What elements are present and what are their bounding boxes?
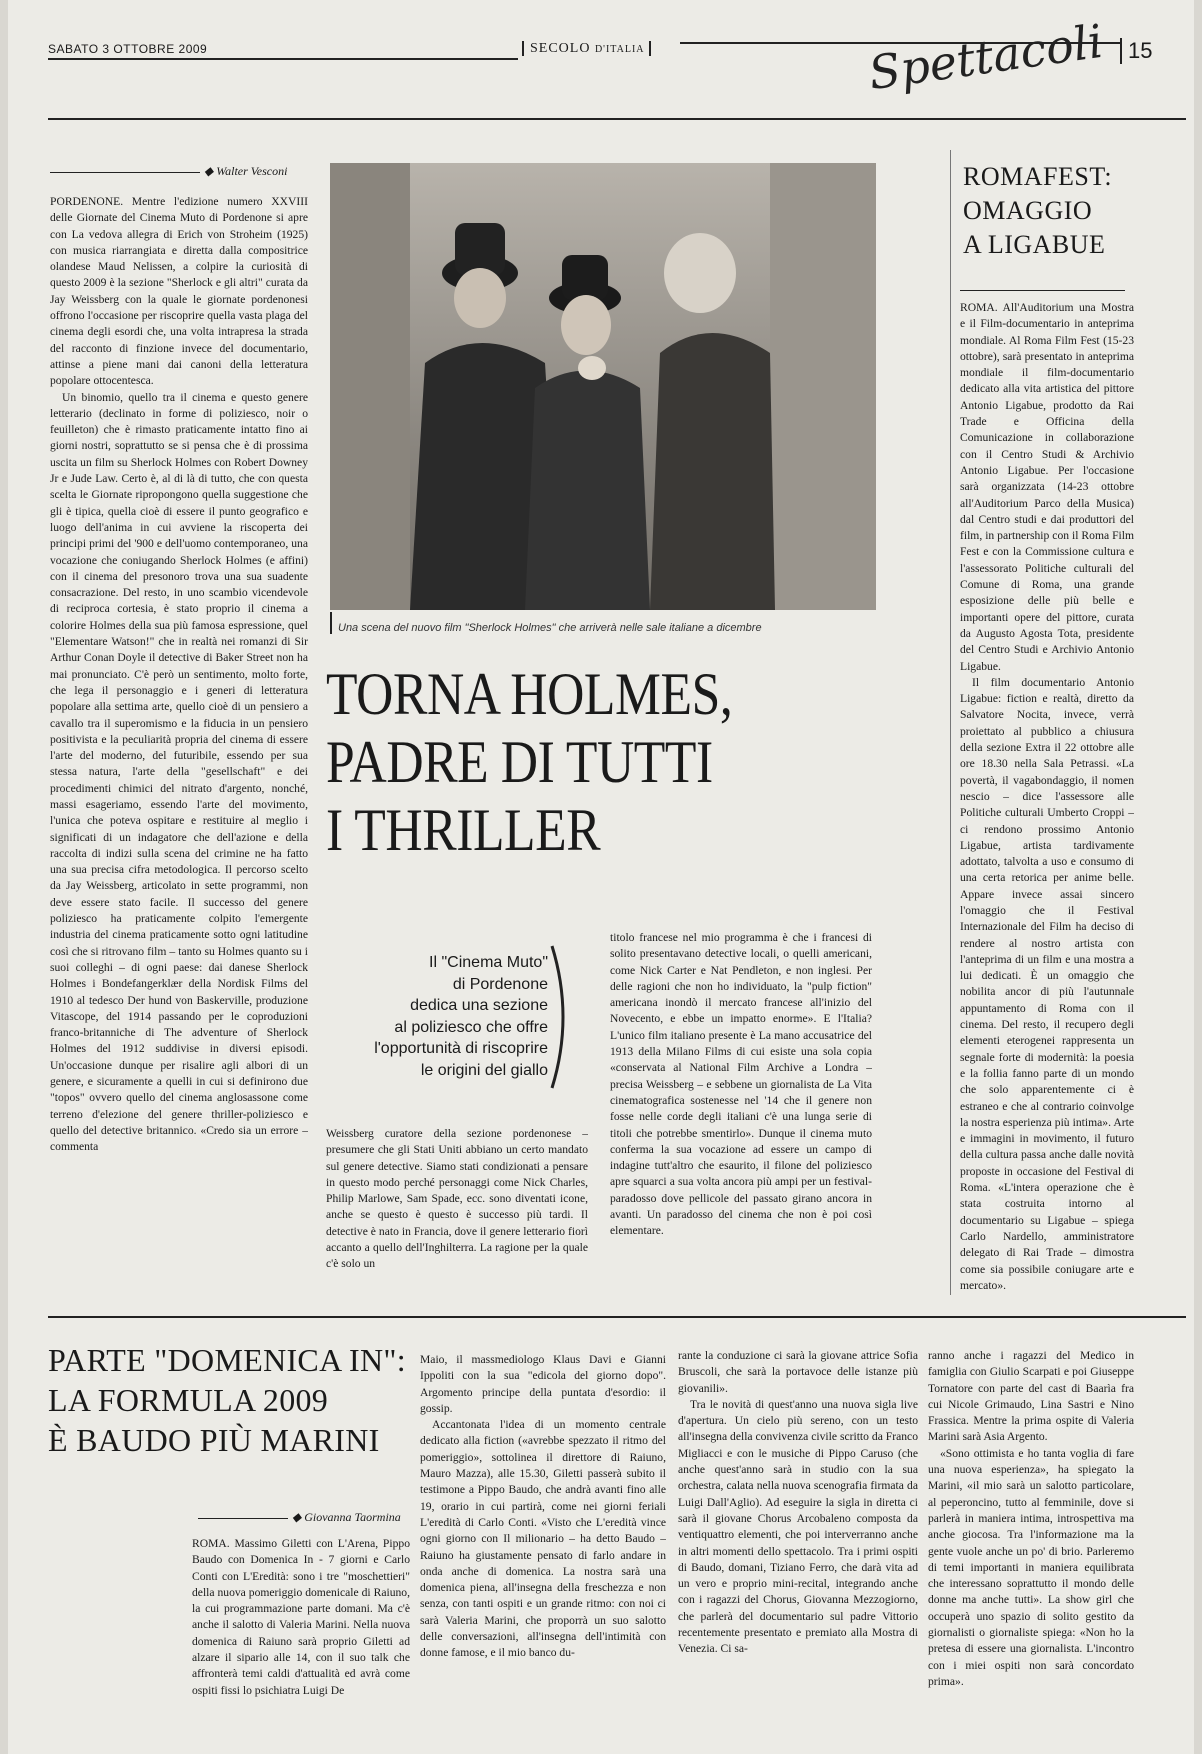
main-headline xyxy=(326,660,859,864)
photo-caption: Una scena del nuovo film "Sherlock Holmes" che arriverà nelle sale italiane a dicembre xyxy=(338,622,762,634)
sidebar-title-line: A LIGABUE xyxy=(963,230,1106,259)
bottom-byline-name: Giovanna Taormina xyxy=(304,1510,401,1524)
masthead-paper-suffix: D'ITALIA xyxy=(594,44,645,55)
masthead-paper xyxy=(522,41,651,57)
paragraph: Accantonata l'idea di un momento centrale dedicato alla fiction («avrebbe spezzato il ritmo del pomeriggio», sottolinea il direttore di Raiuno, Mauro Mazza), alle 15.30, Giletti passerà subito il testimone a Pippo Baudo, che andrà avanti fino alle 19, orario in cui partirà, come nei giorni feriali L'eredità di Carlo Conti. «Visto che L'eredità vince ogni giorno con Il milionario – ha detto Baudo – Raiuno ha giustamente pensato di farlo andare in onda anche di domenica. La nostra sarà una domenica piena, all'insegna della freschezza e non senza, con tanti ospiti e un grande ritmo: con noi ci sarà Valeria Marini, che proporrà un suo salotto delle conversazioni, all'insegna dell'intimità con donne famose, e il mio banco du- xyxy=(420,1418,666,1660)
bottom-headline-line: È BAUDO PIÙ MARINI xyxy=(48,1422,380,1458)
masthead-rule-left xyxy=(48,58,518,60)
article-deck xyxy=(338,952,548,1081)
paragraph: ranno anche i ragazzi del Medico in famiglia con Giulio Scarpati e poi Giuseppe Tornatore con parte del cast di Baarìa fra cui Nicole Grimaudo, Lina Sastri e Nino Frassica. Mentre la prima ospite di Valeria Marini sarà Asia Argento. xyxy=(928,1349,1134,1444)
sidebar-body xyxy=(960,300,1134,1295)
newspaper-page xyxy=(8,0,1194,1754)
headline-line: TORNA HOLMES, xyxy=(326,661,733,727)
masthead-bottom-rule xyxy=(48,118,1186,120)
sidebar-title-line: OMAGGIO xyxy=(963,196,1093,225)
masthead-date: SABATO 3 OTTOBRE 2009 xyxy=(48,42,208,56)
bottom-headline-line: LA FORMULA 2009 xyxy=(48,1382,329,1418)
headline-line: I THRILLER xyxy=(326,797,601,863)
sidebar-title-line: ROMAFEST: xyxy=(963,162,1113,191)
bottom-article-column-4 xyxy=(928,1348,1134,1748)
main-article-column-2 xyxy=(326,1126,588,1276)
masthead-paper-name: SECOLO xyxy=(522,41,590,56)
bottom-headline-line: PARTE "DOMENICA IN": xyxy=(48,1342,406,1378)
deck-brace-icon xyxy=(548,942,578,1092)
paragraph: Maio, il massmediologo Klaus Davi e Gianni Ippoliti con la sua "edicola del giorno dopo". Argomento principe della puntata d'esordio: il gossip. xyxy=(420,1353,666,1415)
paragraph: ROMA. Massimo Giletti con L'Arena, Pippo Baudo con Domenica In - 7 giorni e Carlo Conti con L'Eredità: sono i tre "moschettieri" della nuova pomeriggio domenicale di Raiuno, la cui programmazione parte domani. Ma c'è anche il salotto di Valeria Marini. Nella nuova domenica di Raiuno sarà proprio Giletti ad alzare il sipario alle 14, con il suo talk che affronterà temi caldi d'attualità ed avrà come ospiti fissi lo psichiatra Luigi De xyxy=(192,1537,410,1697)
page-number: 15 xyxy=(1120,38,1152,64)
paragraph: Weissberg curatore della sezione pordenonese – presumere che gli Stati Uniti abbiano un certo mandato sul genere detective. Siamo stati condizionati a pensare in questo modo perché personaggi come Nick Charles, Philip Marlowe, Sam Spade, ecc. sono diventati icone, anche se questo è questo è successo più tardi. Il detective è nato in Francia, dove il genere letterario fiorì accanto a quello dell'Inghilterra. La ragione per la quale c'è solo un xyxy=(326,1127,588,1271)
deck-line: al poliziesco che offre xyxy=(394,1018,548,1036)
byline-name: Walter Vesconi xyxy=(216,164,288,178)
bottom-byline-rule xyxy=(198,1518,288,1519)
film-photo xyxy=(330,163,876,610)
deck-line: le origini del giallo xyxy=(420,1061,548,1079)
bottom-article-column-1 xyxy=(192,1536,410,1748)
byline-rule xyxy=(50,172,200,173)
photo-image xyxy=(330,163,876,610)
main-article-column-1 xyxy=(50,194,308,1274)
bottom-headline xyxy=(48,1340,406,1460)
byline: ◆ Walter Vesconi xyxy=(204,164,288,178)
deck-line: di Pordenone xyxy=(452,975,548,993)
paragraph: PORDENONE. Mentre l'edizione numero XXVIII delle Giornate del Cinema Muto di Pordenone si apre con La vedova allegra di Erich von Stroheim (1925) con musica riarrangiata e diretta dalla compositrice olandese Maud Nelissen, a colpire la curiosità di questo 2009 è la sezione "Sherlock e gli altri" curata da Jay Weissberg con la quale le giornate pordenonesi offrono l'occasione per riscoprire quella vasta plaga del cinema degli esordi che, una volta intrapresa la strada del racconto di finzione invece del documentario, attinse a piene mani dai canoni della letteratura popolare ottocentesca. xyxy=(50,195,308,388)
main-article-column-3 xyxy=(610,930,872,1276)
paragraph: Tra le novità di quest'anno una nuova sigla live d'apertura. Un cielo più sereno, con un testo all'insegna della convivenza civile scritto da Franco Migliacci e con le musiche di Pippo Caruso (che anche quest'anno sarà in studio con la sua orchestra, calata nella nuova scenografia firmata da Luigi Dall'Aglio). Ad eseguire la sigla in diretta ci sarà il giovane Chorus Arcobaleno composta da ventiquattro elementi, che poi interverranno anche in altri momenti dello spettacolo. Tra i primi ospiti di Baudo, domani, Tiziano Ferro, che darà vita ad un vero e proprio mini-recital, integrando anche con i ragazzi del Chorus, Giovanna Mezzogiorno, che parlerà del documentario sul padre Vittorio recentemente presentato e premiato alla Mostra di Venezia. Ci sa- xyxy=(678,1397,918,1656)
sidebar-title-rule xyxy=(960,290,1125,291)
deck-line: Il "Cinema Muto" xyxy=(429,954,548,971)
sidebar-divider xyxy=(950,150,951,1295)
paragraph: «Sono ottimista e ho tanta voglia di fare una nuova esperienza», ha spiegato la Marini, «il mio sarà un salotto particolare, al peperoncino, tutto al femminile, dove si parlerà in maniera intima, introspettiva ma anche giocosa. Tra l'informazione ma la gente vuole anche un po' di brio. Parleremo di temi importanti in maniera equilibrata che interessano soprattutto il mondo delle donne ma anche tutti». La show girl che occuperà uno spazio di solito gestito da giornalisti o giornaliste spiega: «Non ho la pretesa di essere una giornalista. L'incontro con i miei ospiti non sarà concordato prima». xyxy=(928,1446,1134,1688)
paragraph: rante la conduzione ci sarà la giovane attrice Sofia Bruscoli, che sarà la portavoce delle istanze più giovanili». xyxy=(678,1349,918,1395)
section-label: Spettacoli xyxy=(865,13,1107,101)
paragraph: titolo francese nel mio programma è che i francesi di solito presentavano detective locali, o quelli americani, come Nick Carter e Nat Pendleton, e non inglesi. Per delle ragioni che non ho individuato, la "pulp fiction" americana inondò il mercato francese all'inizio del Novecento, e ebbe un impatto enorme». E l'Italia? L'unico film italiano presente è La mano accusatrice del 1913 della Milano Films di cui esiste una sola copia «conservata al National Film Archive a Londra – precisa Weissberg – e sebbene un giornalista de La Vita cinematografica sostenesse nel '14 che il genere non fosse nelle corde degli italiani c'è una lunga serie di titoli che potrebbe smentirlo». Dunque il cinema muto conferma la sua vocazione ad essere un campo di indagine tutt'altro che esaurito, il filone del poliziesco apre squarci a sua volta ancora più ampi per un festival-paradosso dove pellicole del passato girano ancora in avanti. Un paradosso del cinema che non è poi così elementare. xyxy=(610,931,872,1238)
deck-line: dedica una sezione xyxy=(410,997,548,1014)
sidebar-title xyxy=(963,160,1112,262)
deck-line: l'opportunità di riscoprire xyxy=(374,1040,548,1057)
section-divider xyxy=(48,1316,1186,1318)
caption-rule xyxy=(330,612,332,634)
paragraph: Il film documentario Antonio Ligabue: fiction e realtà, diretto da Salvatore Nocita, invece, verrà proiettato al pubblico a chiusura della sezione Extra il 22 ottobre alle ore 18.30 nella Sala Petrassi. «La povertà, il vagabondaggio, il nomen nescio – dice l'assessore alle Politiche culturali Umberto Croppi – ci rendono prossimo Antonio Ligabue, artista tardivamente adottato, talvolta a uso e consumo di una certa retorica per anime belle. Appare invece assai sincero l'omaggio che il Festival Internazionale del Film ha deciso di rendere al nostro artista con l'anteprima di un film e una mostra a lui dedicati. È un omaggio che nobilita ancor di più l'autunnale appuntamento di Roma con il cinema. Del resto, il recupero degli elementi eterogenei rappresenta un segnale forte di modernità: la poesia e la follia fanno parte di un mondo che solo apparentemente ci è estraneo e che al contrario coinvolge la nostra esperienza più intima». Arte e immagini in movimento, il futuro della cultura passa anche dalle novità proposte in occasione del Festival di Roma. «L'intera operazione che è stata costruita intorno al documentario su Ligabue – spiega Carlo Nardello, amministratore delegato di Rai Trade – dimostra come sia possibile coniugare arte e mercato». xyxy=(960,675,1134,1292)
paragraph: ROMA. All'Auditorium una Mostra e il Film-documentario in anteprima mondiale. Al Roma Film Fest (15-23 ottobre), sarà presentato in anteprima mondiale il film-documentario dedicato alla vita artistica del pittore Antonio Ligabue, prodotto da Rai Trade e Officina della Comunicazione in collaborazione con il Centro Studi & Archivio Antonio Ligabue. Per l'occasione sarà organizzata (14-23 ottobre all'Auditorium Parco della Musica) dal Centro studi e dai produttori del film, in partnership con il Roma Film Fest e con la Commissione cultura e l'assessorato Politiche culturali del Comune di Roma, una grande esposizione delle più belle e importanti opere del pittore, curata da Augusto Agosta Tota, presidente del Centro Studi e Archivio Antonio Ligabue. xyxy=(960,301,1134,673)
headline-line: PADRE DI TUTTI xyxy=(326,729,713,795)
bottom-article-column-3 xyxy=(678,1348,918,1748)
bottom-article-column-2 xyxy=(420,1352,666,1748)
bottom-byline: ◆ Giovanna Taormina xyxy=(292,1510,401,1524)
paragraph: Un binomio, quello tra il cinema e questo genere letterario (declinato in forme di poliziesco, noir o feuilleton) che è rimasto praticamente intatto fino ai giorni nostri, soprattutto se si pensa che è di prossima uscita un film su Sherlock Holmes con Robert Downey Jr e Jude Law. Certo è, al di là di tutto, che con questa scelta le Giornate ripropongono quella suggestione che gli è tipica, quella cioè di essere il punto geografico e luogo dell'anima in cui avviene la riscoperta dei principi primi del '900 e dell'uomo contemporaneo, una vocazione che coniugando Sherlock Holmes (e affini) con il cinema del presonoro trova una sua suadente consacrazione. Del resto, in uno scambio vicendevole di reciproca cortesia, è stato proprio il cinema a colorire Holmes della sua più famosa espressione, quel "Elementare Watson!" che in realtà nei romanzi di Sir Arthur Conan Doyle il detective di Baker Street non ha mai pronunciato. C'è però un sentimento, molto forte, che lega il personaggio e i generi di letteratura popolare alla settima arte, quello cioè di un pensiero a cavallo tra il superomismo e la fiducia in un pensiero positivista e la peculiarità propria del cinema di essere l'arte del moderno, del futuribile, essendo per sua stessa natura, l'arte della "gesellschaft" e dei procedimenti chimici del nitrato d'argento, nonché, massi esageriamo, essendo l'arte del movimento, l'unica che poteva ospitare e restituire al meglio i significati di un indagatore che dell'azione e della raccolta di indizi sulla scena del crimine ne ha fatto una sua precisa cifra metodologica. Il percorso scelto da Jay Weissberg, articolato in sette programmi, non deve essere stato facile. Il successo del genere poliziesco ha praticamente colpito l'emergente industria del cinema praticamente sotto ogni latitudine così che si ritrovano film – tanto su Holmes quanto su i suoi colleghi – di ogni paese: dai danese Sherlock Holmes i Bondefangerklær della Nordisk Films del 1910 al tedesco Der hund von Baskerville, produzione Vitascope, del 1914 passando per le coproduzioni franco-britanniche di The adventure of Sherlock Holmes del 1912 suddivise in diversi episodi. Un'occasione dunque per risalire agli albori di un genere, e sicuramente a quelli in cui si definirono due "topos" ovvero quello del cinema anglosassone come terreno d'elezione del genere thriller-poliziesco e quello del detective britannico. «Credo sia un errore – commenta xyxy=(50,390,308,1154)
